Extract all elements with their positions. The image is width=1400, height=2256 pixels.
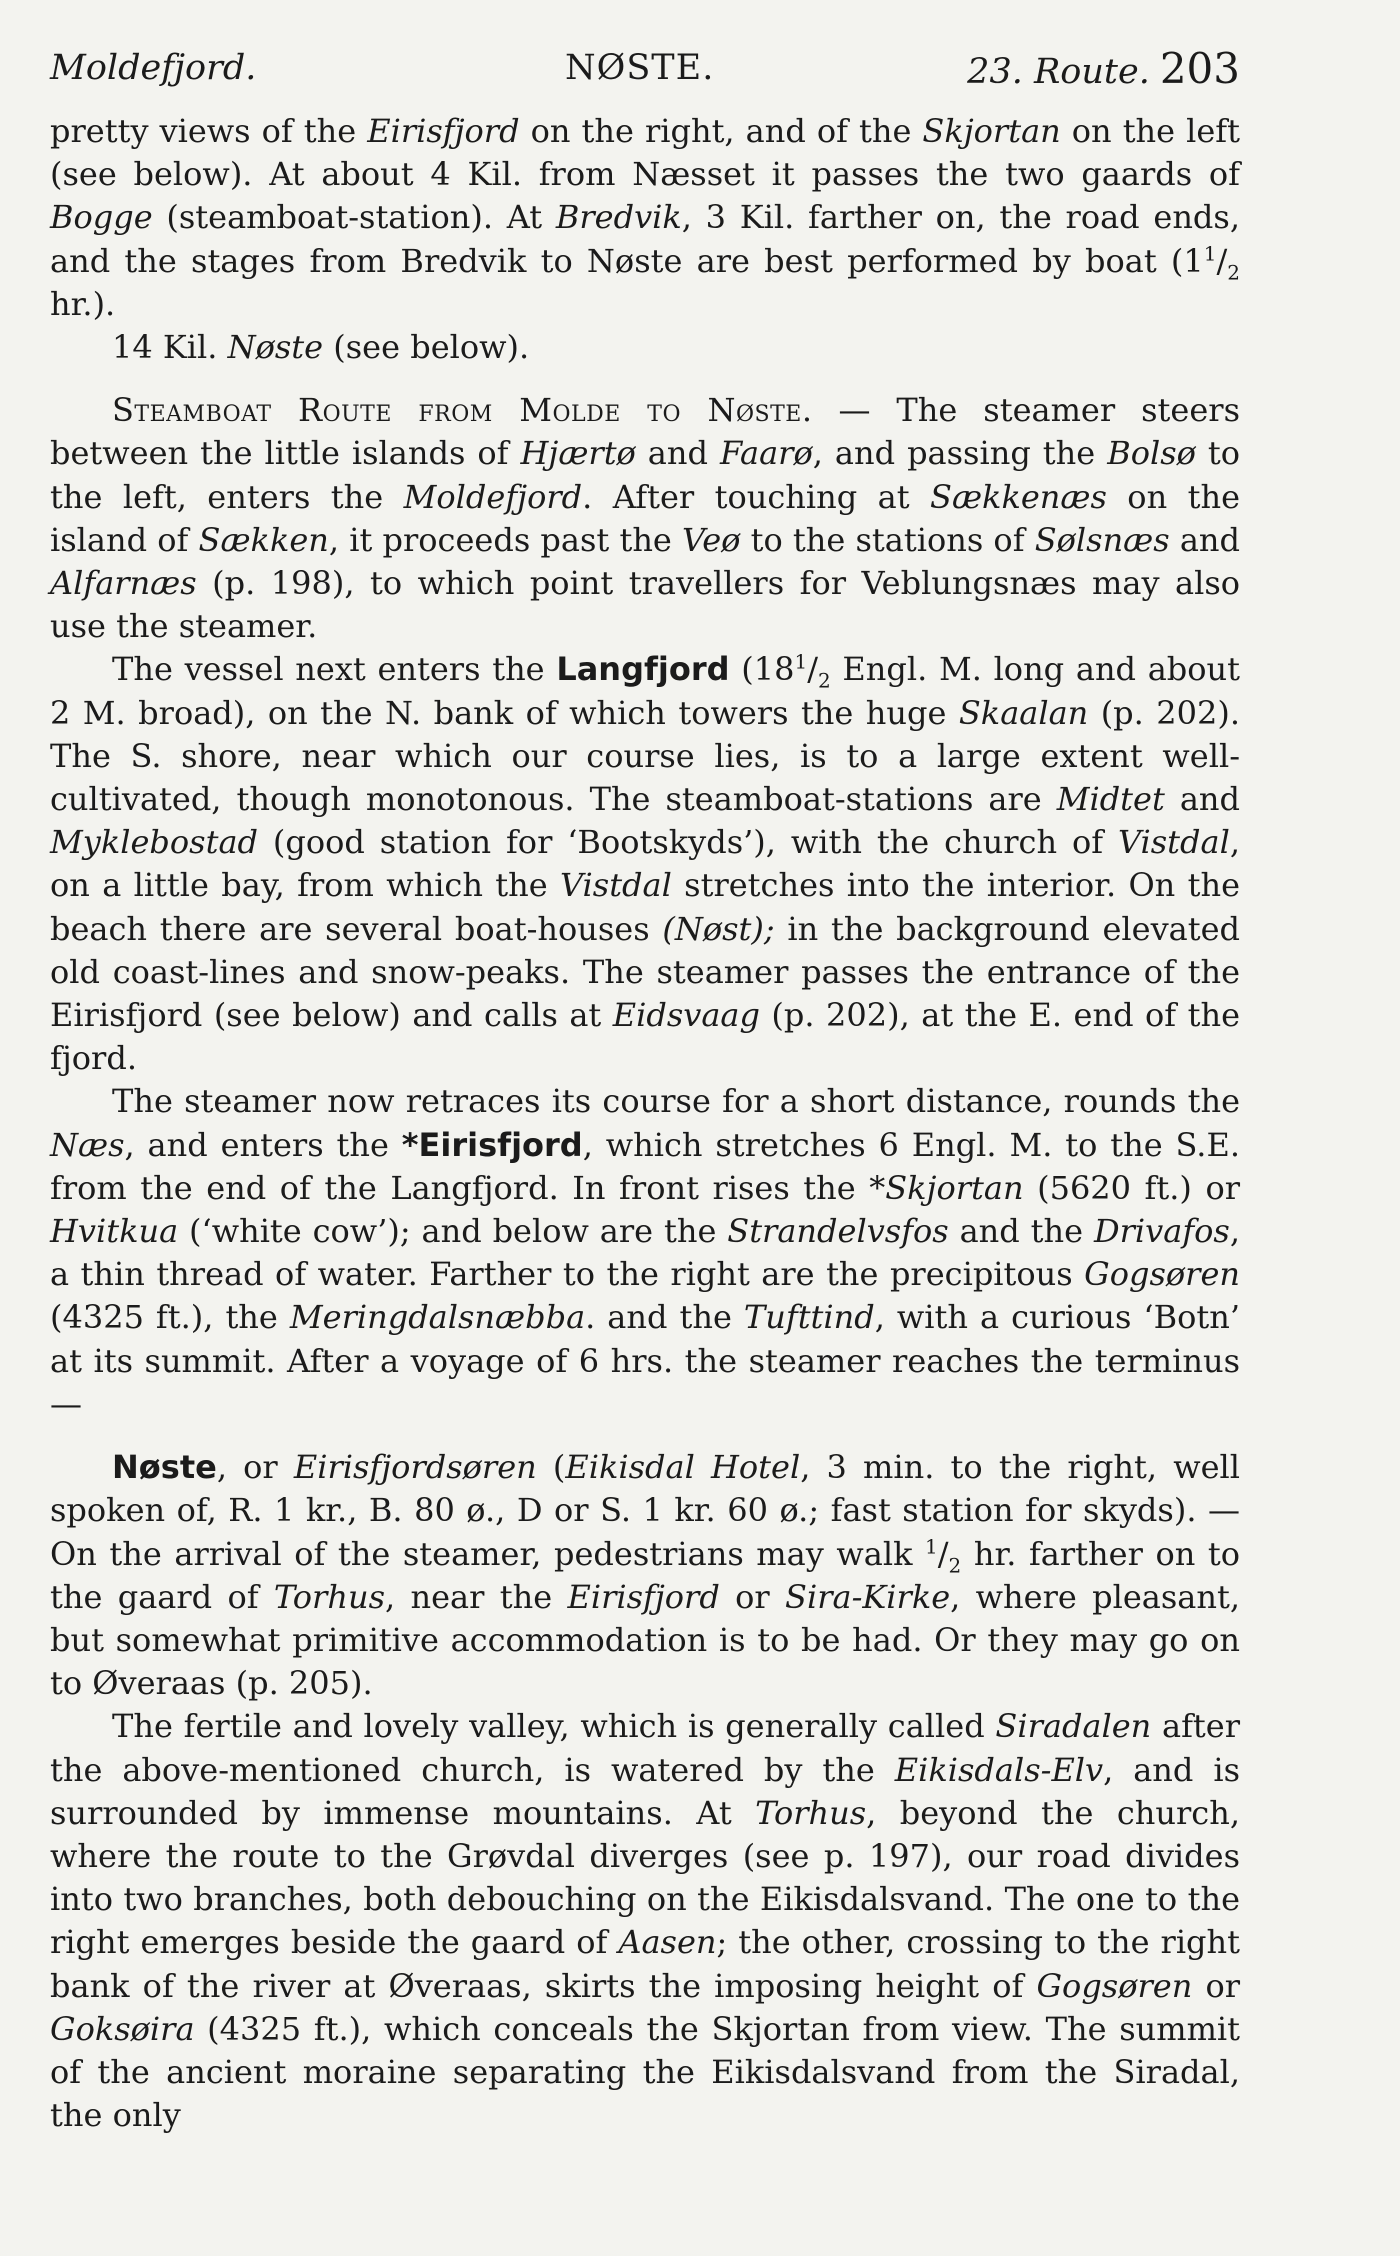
- text-segment: , near the: [384, 1577, 568, 1616]
- text-segment: , where pleasant, but somewhat primitive accommodation is to be had. Or they may go on to Øveraas (p. 205).: [50, 1577, 1241, 1703]
- text-segment: Drivafos: [1093, 1212, 1230, 1251]
- text-segment: 14 Kil.: [112, 328, 228, 367]
- text-segment: Moldefjord: [403, 477, 583, 516]
- header-place-title: NØSTE.: [565, 48, 715, 88]
- text-segment: 1: [925, 1533, 938, 1558]
- text-segment: Eirisfjord: [567, 1577, 720, 1616]
- text-segment: (18: [729, 650, 795, 689]
- text-segment: (p. 198), to which point travellers for Veblungsnæs may also use the steamer.: [50, 564, 1240, 646]
- text-segment: *Skjortan: [869, 1168, 1024, 1207]
- text-segment: Langfjord: [556, 650, 730, 689]
- paragraph-p6: [50, 1446, 1240, 1705]
- text-segment: , and enters the: [124, 1125, 402, 1164]
- text-segment: Faarø: [719, 434, 813, 473]
- header-route: [967, 44, 1240, 93]
- text-segment: Vistdal: [1117, 823, 1230, 862]
- text-segment: and: [1169, 520, 1241, 559]
- text-segment: Sækken: [198, 520, 329, 559]
- text-segment: Eidsvaag: [612, 996, 760, 1035]
- text-segment: 1: [1203, 240, 1217, 265]
- text-segment: on the right, and of the: [519, 112, 923, 150]
- text-segment: and the: [948, 1212, 1094, 1251]
- text-segment: (Nøst);: [662, 909, 775, 948]
- text-segment: /: [937, 1534, 949, 1573]
- text-segment: , 3 Kil. farther on, the road ends, and the stages from Bredvik to Nøste are best performed by boat (1: [50, 198, 1241, 280]
- text-segment: stretches into the interior. On the beach there are several boat-houses: [50, 866, 1240, 948]
- text-segment: Veø: [682, 520, 741, 559]
- text-segment: The vessel next enters the: [112, 650, 557, 689]
- text-segment: Gogsøren: [1036, 1966, 1193, 2005]
- text-segment: in the background elevated old coast-lines and snow-peaks. The steamer passes the entrance of the Eirisfjord (see below) and calls at: [50, 909, 1241, 1035]
- text-segment: after the above-mentioned church, is watered by the: [50, 1707, 1241, 1789]
- text-segment: , which stretches 6 Engl. M. to the S.E. from the end of the Langfjord. In front rises the: [50, 1125, 1241, 1207]
- text-segment: , it proceeds past the: [328, 520, 683, 559]
- text-segment: (5620 ft.) or: [1023, 1168, 1241, 1207]
- text-segment: (4325 ft.), which conceals the Skjortan from view. The summit of the ancient moraine separating the Eikisdalsvand from the Siradal, the only: [50, 2009, 1240, 2135]
- paragraph-p1: [50, 110, 1240, 326]
- text-segment: (4325 ft.), the: [50, 1298, 290, 1337]
- text-segment: Goksøira: [50, 2009, 195, 2048]
- text-segment: (‘white cow’); and below are the: [178, 1212, 728, 1251]
- text-segment: Tufttind: [743, 1298, 875, 1337]
- text-segment: 2: [1227, 260, 1240, 284]
- page-number: 203: [1159, 44, 1240, 93]
- text-segment: Sira-Kirke: [785, 1577, 951, 1616]
- text-segment: — The steamer steers between the little islands of: [50, 391, 1241, 473]
- text-segment: Myklebostad: [50, 823, 258, 862]
- text-segment: , or: [216, 1448, 294, 1487]
- route-label: 23. Route.: [967, 52, 1150, 92]
- text-segment: Strandelvsfos: [727, 1212, 949, 1251]
- text-segment: Eikisdal Hotel: [565, 1448, 801, 1487]
- text-segment: . and the: [585, 1298, 744, 1337]
- text-segment: 1: [794, 649, 808, 674]
- text-segment: Torhus: [755, 1793, 867, 1832]
- text-segment: hr. farther on to the gaard of: [50, 1534, 1240, 1616]
- text-segment: Skaalan: [958, 693, 1089, 732]
- book-page: [50, 30, 1240, 2137]
- text-segment: , and is surrounded by immense mountains. At: [50, 1750, 1241, 1832]
- text-segment: Vistdal: [559, 866, 672, 905]
- text-segment: (p. 202), at the E. end of the fjord.: [50, 996, 1241, 1078]
- text-segment: Hvitkua: [50, 1212, 179, 1251]
- text-segment: The steamer now retraces its course for a short distance, rounds the: [112, 1082, 1240, 1121]
- text-segment: Skjortan: [922, 112, 1061, 150]
- paragraph-p3: [50, 389, 1240, 648]
- text-segment: (good station for ‘Bootskyds’), with the church of: [258, 823, 1118, 862]
- text-segment: Bogge: [50, 198, 153, 237]
- text-segment: The fertile and lovely valley, which is generally called: [112, 1707, 996, 1746]
- text-segment: Gogsøren: [1084, 1255, 1240, 1294]
- text-segment: pretty views of the: [50, 112, 368, 150]
- text-segment: Eirisfjordsøren: [293, 1448, 537, 1487]
- text-segment: , 3 min. to the right, well spoken of, R. 1 kr., B. 80 ø., D or S. 1 kr. 60 ø.; fast station for skyds). — On the arrival of the steamer, pedestrians may walk: [50, 1448, 1240, 1573]
- text-segment: Eikisdals-Elv: [894, 1750, 1104, 1789]
- text-segment: Bredvik: [555, 198, 682, 237]
- body-text: [50, 110, 1240, 2137]
- text-segment: (steamboat-station). At: [152, 198, 556, 237]
- text-segment: *Eirisfjord: [401, 1125, 583, 1164]
- text-segment: or: [719, 1577, 786, 1616]
- text-segment: , a thin thread of water. Farther to the right are the precipitous: [50, 1212, 1241, 1294]
- text-segment: , with a curious ‘Botn’ at its summit. After a voyage of 6 hrs. the steamer reaches the terminus —: [50, 1298, 1241, 1423]
- text-segment: Alfarnæs: [50, 564, 197, 603]
- paragraph-p2: [50, 326, 1240, 369]
- running-header: [50, 30, 1240, 110]
- text-segment: Nøste: [112, 1448, 217, 1487]
- text-segment: to the left, enters the: [50, 434, 1241, 516]
- text-segment: and: [1164, 780, 1240, 819]
- text-segment: hr.).: [50, 284, 116, 323]
- text-segment: Midtet: [1056, 780, 1165, 819]
- text-segment: (see below).: [323, 328, 530, 367]
- text-segment: or: [1192, 1966, 1241, 2005]
- text-segment: Steamboat Route from Molde to Nøste.: [112, 391, 813, 430]
- text-segment: Sølsnæs: [1034, 520, 1170, 559]
- text-segment: Bolsø: [1107, 434, 1196, 473]
- text-segment: (: [536, 1448, 566, 1487]
- text-segment: 2: [817, 668, 831, 693]
- text-segment: Engl. M. long and about 2 M. broad), on the N. bank of which towers the huge: [50, 650, 1241, 732]
- text-segment: . After touching at: [582, 477, 931, 516]
- text-segment: Meringdalsnæbba: [289, 1298, 586, 1337]
- paragraph-p4: [50, 648, 1240, 1080]
- header-section-title: Moldefjord.: [50, 48, 257, 88]
- text-segment: to the stations of: [740, 520, 1035, 559]
- paragraph-p7: [50, 1705, 1240, 2137]
- text-segment: 2: [948, 1552, 962, 1577]
- text-segment: ; the other, crossing to the right bank of the river at Øveraas, skirts the imposing height of: [50, 1923, 1241, 2005]
- text-segment: Hjærtø: [520, 434, 636, 473]
- text-segment: Aasen: [618, 1923, 717, 1962]
- text-segment: on the left (see below). At about 4 Kil. from Næsset it passes the two gaards of: [50, 112, 1241, 194]
- text-segment: Sækkenæs: [930, 477, 1107, 516]
- text-segment: and: [635, 434, 720, 473]
- text-segment: , and passing the: [812, 434, 1108, 473]
- text-segment: (p. 202). The S. shore, near which our course lies, is to a large extent well-cultivated, though monotonous. The steamboat-stations are: [50, 693, 1241, 819]
- text-segment: , beyond the church, where the route to the Grøvdal diverges (see p. 197), our road divides into two branches, both debouching on the Eikisdalsvand. The one to the right emerges beside the gaard of: [50, 1793, 1241, 1962]
- text-segment: /: [807, 650, 818, 689]
- text-segment: Siradalen: [995, 1707, 1152, 1746]
- text-segment: on the island of: [50, 477, 1241, 559]
- text-segment: , on a little bay, from which the: [50, 823, 1240, 905]
- text-segment: /: [1216, 241, 1228, 280]
- paragraph-p5: [50, 1080, 1240, 1426]
- text-segment: Torhus: [273, 1577, 385, 1616]
- text-segment: Næs: [50, 1125, 125, 1164]
- text-segment: Nøste: [227, 328, 324, 367]
- text-segment: Eirisfjord: [367, 112, 520, 150]
